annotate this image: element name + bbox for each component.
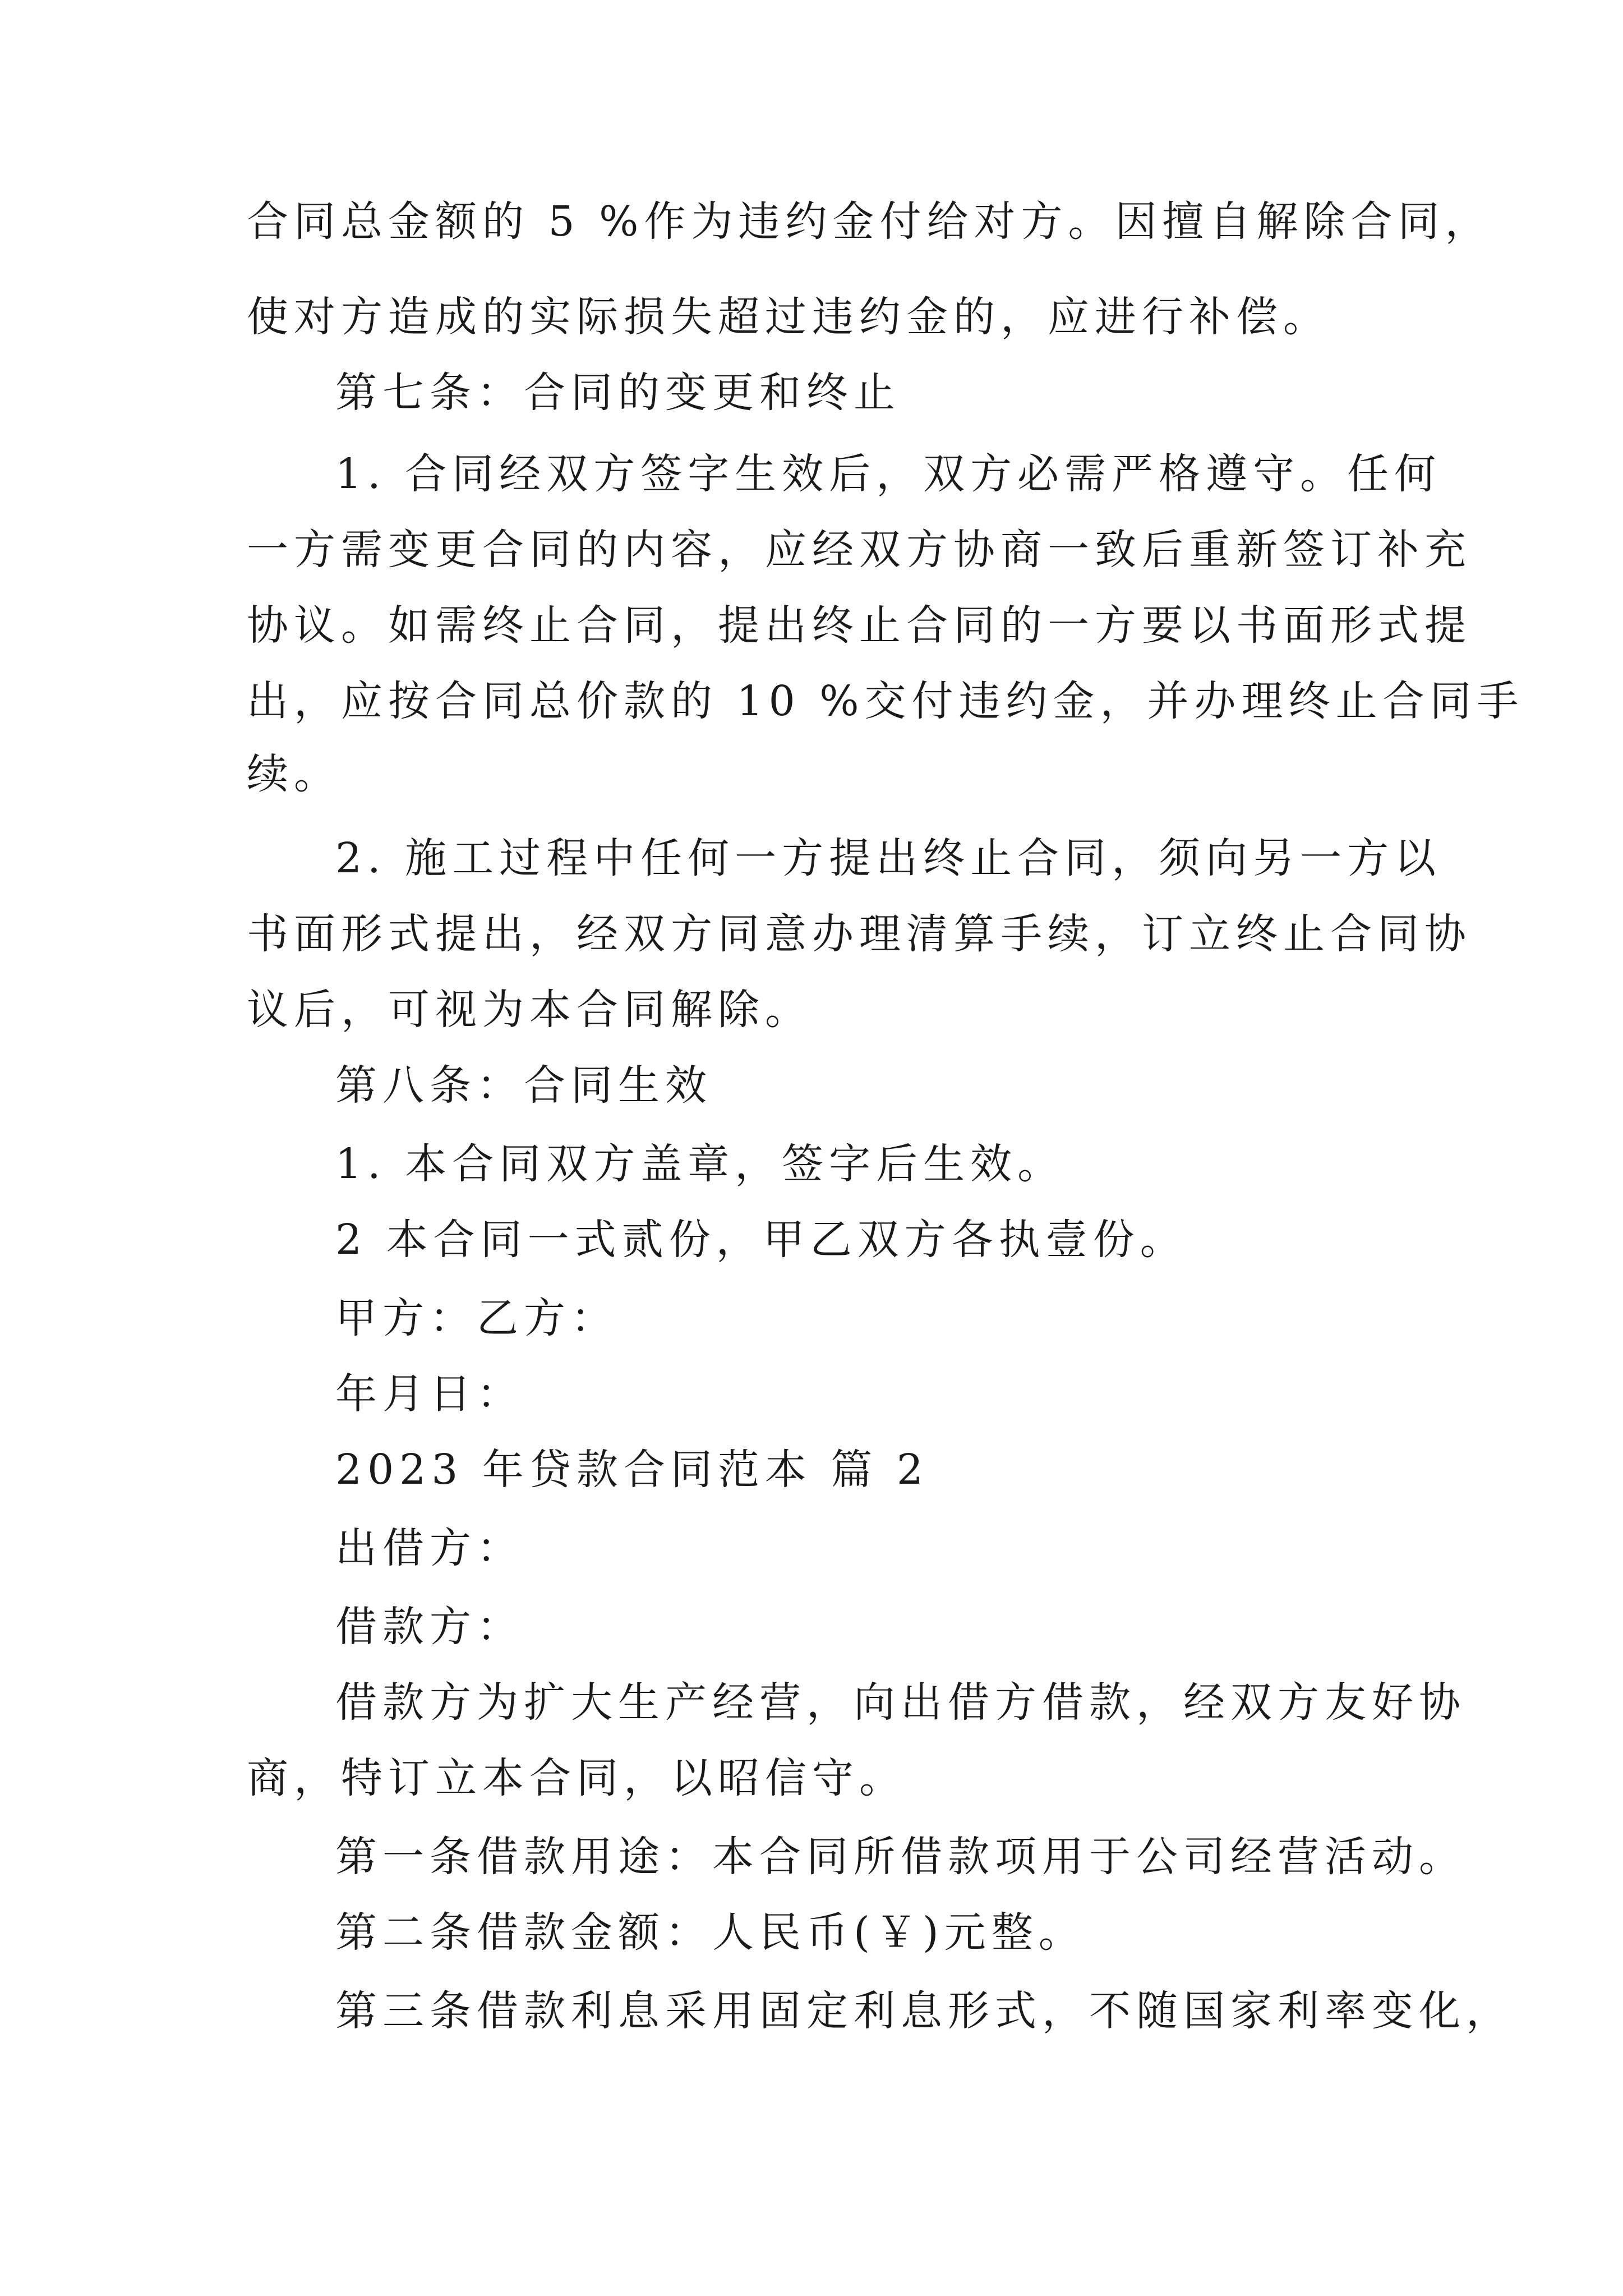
paragraph-line: 2 本合同一式贰份，甲乙双方各执壹份。 [335, 1216, 1187, 1264]
section-heading: 第八条：合同生效 [335, 1061, 712, 1110]
paragraph-line: 合同总金额的 5 %作为违约金付给对方。因擅自解除合同， [247, 197, 1492, 246]
date-line: 年月日： [335, 1370, 524, 1418]
paragraph-line: 书面形式提出，经双方同意办理清算手续，订立终止合同协 [247, 910, 1472, 958]
paragraph-line: 协议。如需终止合同，提出终止合同的一方要以书面形式提 [247, 601, 1472, 650]
paragraph-line: 出，应按合同总价款的 10 %交付违约金，并办理终止合同手 [247, 677, 1524, 725]
document-subtitle: 2023 年贷款合同范本 篇 2 [335, 1446, 929, 1494]
paragraph-line: 1. 合同经双方签字生效后，双方必需严格遵守。任何 [335, 450, 1442, 498]
paragraph-line: 使对方造成的实际损失超过违约金的，应进行补偿。 [247, 293, 1330, 341]
clause-line: 第二条借款金额：人民币(￥)元整。 [335, 1908, 1086, 1957]
paragraph-line: 借款方为扩大生产经营，向出借方借款，经双方友好协 [335, 1678, 1466, 1727]
paragraph-line: 1. 本合同双方盖章，签字后生效。 [335, 1140, 1065, 1188]
clause-line: 第一条借款用途：本合同所借款项用于公司经营活动。 [335, 1833, 1466, 1881]
paragraph-line: 商，特订立本合同，以昭信守。 [247, 1754, 906, 1802]
party-borrower-line: 借款方： [335, 1603, 524, 1651]
paragraph-line: 2. 施工过程中任何一方提出终止合同，须向另一方以 [335, 834, 1442, 882]
signature-line: 甲方：乙方： [335, 1294, 618, 1342]
party-lender-line: 出借方： [335, 1524, 524, 1572]
clause-line: 第三条借款利息采用固定利息形式，不随国家利率变化， [335, 1987, 1513, 2035]
paragraph-line: 续。 [247, 750, 341, 798]
paragraph-line: 一方需变更合同的内容，应经双方协商一致后重新签订补充 [247, 526, 1472, 574]
paragraph-line: 议后，可视为本合同解除。 [247, 986, 812, 1034]
section-heading: 第七条：合同的变更和终止 [335, 369, 901, 417]
